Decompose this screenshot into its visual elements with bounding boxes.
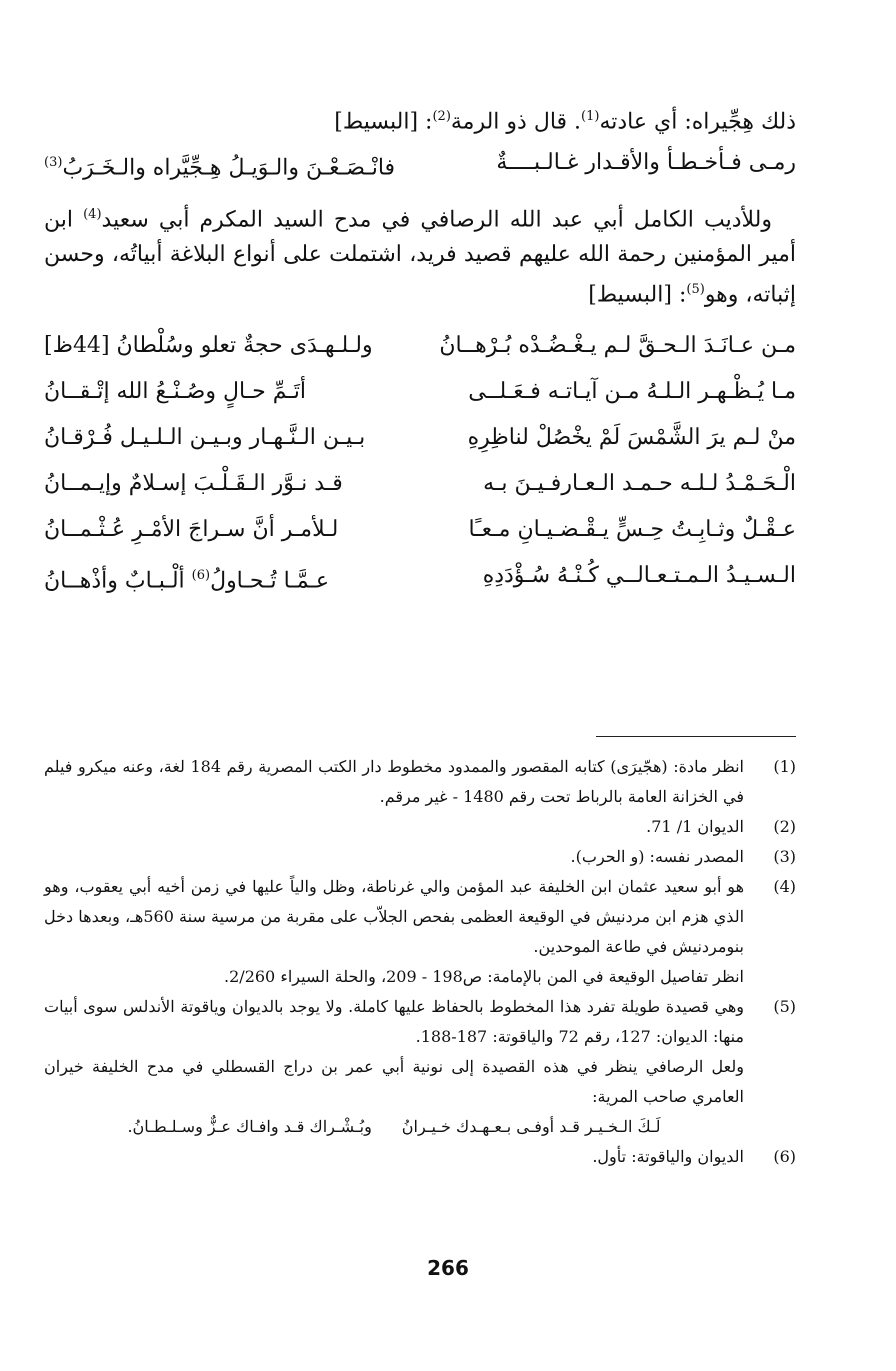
footnote-number: (3) <box>773 847 796 866</box>
footnote-number: (6) <box>773 1147 796 1166</box>
footnote-text: الديوان 1/ 71. <box>646 817 744 836</box>
text-segment: : [البسيط] <box>588 282 687 308</box>
footnote-text: انظر مادة: (هجّيرَى) كتابه المقصور والممدود مخطوط دار الكتب المصرية رقم 184 لغة، وعنه ميكرو فيلم في الخزانة العامة بالرباط تحت رقم 1480 - غير مرقم. <box>44 757 744 806</box>
footnote <box>44 812 796 842</box>
text-segment: . قال ذو الرمة <box>450 109 582 135</box>
footnote <box>44 842 796 872</box>
footnote <box>44 752 796 812</box>
intro-line <box>44 100 796 139</box>
footnote-ref[interactable]: (2) <box>432 109 451 124</box>
footnote <box>44 872 796 992</box>
verse-second-hemistich: وبُـشْـراك قـد وافـاك عـزٌّ وسـلـطـانُ. <box>127 1117 372 1136</box>
text-segment: ذلك هِجِّيراه: أي عادته <box>599 109 796 135</box>
footnote-text: ولعل الرصافي ينظر في هذه القصيدة إلى نونية أبي عمر بن دراج القسطلي في مدح الخليفة خيران العامري صاحب المرية: <box>44 1057 744 1106</box>
footnote-body <box>44 752 744 812</box>
poem-verse <box>44 510 796 550</box>
verse-second-hemistich: أتَـمِّ حـالٍ وصُـنْـعُ الله إتْـقــانُ <box>44 379 307 405</box>
text-segment: ابن أمير المؤمنين رحمة الله عليهم قصيد فريد، اشتملت على أنواع البلاغة أبياتُه، وحسن إثباته، وهو <box>44 206 796 308</box>
footnote-body <box>44 842 744 872</box>
verse-first-hemistich: مـن عـانَـدَ الـحـقَّ لـم يـغْـضُـدْه بُـرْهــانُ <box>439 333 796 359</box>
verse-first-hemistich: منْ لـم يرَ الشَّمْسَ لَمْ يخْصُلْ لناظِرِهِ <box>467 425 796 451</box>
poem-verse <box>44 464 796 504</box>
verse-second-hemistich: ولـلـهـدَى حجةٌ تعلو وسُلْطانُ [44ظ] <box>44 333 373 359</box>
footnote-text: المصدر نفسه: (و الحرب). <box>570 847 744 866</box>
footnote-divider <box>596 736 796 737</box>
footnote-text: هو أبو سعيد عثمان ابن الخليفة عبد المؤمن والي غرناطة، وظل والياً عليها في زمن أخيه أبي يعقوب، وهو الذي هزم ابن مردنيش في الوقيعة العظمى بفحص الجلاّب على مقربة من مرسية سنة 560هـ، وبعدها دخل بنومردنيش في طاعة الموحدين. <box>44 877 745 956</box>
footnote <box>44 992 796 1142</box>
verse-first-hemistich: رمـى فـأخـطـأ والأقـدار غـالـبــــةٌ <box>496 150 796 176</box>
footnote-ref[interactable]: (5) <box>686 281 705 297</box>
main-text <box>44 100 796 608</box>
verse-second-hemistich <box>44 145 395 186</box>
footnote-body <box>44 872 744 992</box>
footnote-ref[interactable]: (4) <box>83 206 102 222</box>
page-number: 266 <box>427 1256 469 1280</box>
footnote-number: (2) <box>773 817 796 836</box>
footnote-text: الديوان والياقوتة: تأول. <box>592 1147 744 1166</box>
text-segment: وللأديب الكامل أبي عبد الله الرصافي في مدح السيد المكرم أبي سعيد <box>101 206 772 232</box>
verse-second-hemistich: لـلأمـر أنَّ سـراجَ الأمْـرِ عُـثْـمــانُ <box>44 517 339 543</box>
footnote-text: وهي قصيدة طويلة تفرد هذا المخطوط بالحفاظ عليها كاملة. ولا يوجد بالديوان وياقوتة الأندلس سوى أبيات منها: الديوان: 127، رقم 72 والياقوتة: 187-188. <box>44 997 744 1046</box>
footnote-text: انظر تفاصيل الوقيعة في المن بالإمامة: ص198 - 209، والحلة السيراء 2/260. <box>224 967 744 986</box>
verse-first-hemistich: مـا يُـظْـهـر الـلـهُ مـن آيـاتـه فـعَـلــى <box>468 379 796 405</box>
verse-first-hemistich: الـسـيـدُ الـمـتـعـالــي كُـنْـهُ سُـؤْدَدِهِ <box>482 563 796 589</box>
text-segment: : [البسيط] <box>334 109 433 135</box>
verse-second-hemistich <box>44 556 329 601</box>
text-segment: فانْـصَـعْـنَ والـوَيـلُ هِـجِّيَّراه والـخَـرَبُ <box>62 155 396 181</box>
verse-first-hemistich: عـقْـلٌ وثـابِـتُ حِـسٍّ يـقْـضـيـانِ مـعـًا <box>468 517 796 543</box>
footnote-ref[interactable]: (3) <box>44 155 63 171</box>
poem-verse <box>44 418 796 458</box>
verse-line <box>44 145 796 186</box>
poem <box>44 326 796 601</box>
text-segment: ألْـبـابٌ وأذْهــانُ <box>44 568 192 594</box>
footnote-verse <box>44 1112 744 1142</box>
verse-first-hemistich: لَـكَ الـخـيـر قـد أوفـى بـعـهـدك خـيـرانُ <box>401 1117 661 1136</box>
footnote-body <box>44 992 744 1142</box>
poem-verse <box>44 326 796 366</box>
text-segment: عـمَّـا تُـحـاولُ <box>210 568 330 594</box>
footnotes <box>44 752 796 1172</box>
footnote <box>44 1142 796 1172</box>
footnote-body <box>44 1142 744 1172</box>
footnote-number: (4) <box>773 877 796 896</box>
footnote-number: (5) <box>773 997 796 1016</box>
footnote-ref[interactable]: (1) <box>581 109 600 124</box>
footnote-number: (1) <box>773 757 796 776</box>
verse-second-hemistich: قـد نـوَّر الـقَـلْـبَ إسـلامٌ وإيـمــانُ <box>44 471 343 497</box>
footnote-ref[interactable]: (6) <box>191 568 211 584</box>
poem-verse <box>44 556 796 601</box>
footnote-body <box>44 812 744 842</box>
verse-second-hemistich: بـيـن الـنَّـهـار وبـيـن الـلـيـل فُـرْقـانُ <box>44 425 366 451</box>
poem-verse <box>44 372 796 412</box>
verse-first-hemistich: الْـحَـمْـدُ لـلـه حـمـد الـعـارفـيـنَ بـه <box>483 471 796 497</box>
paragraph <box>44 197 796 313</box>
